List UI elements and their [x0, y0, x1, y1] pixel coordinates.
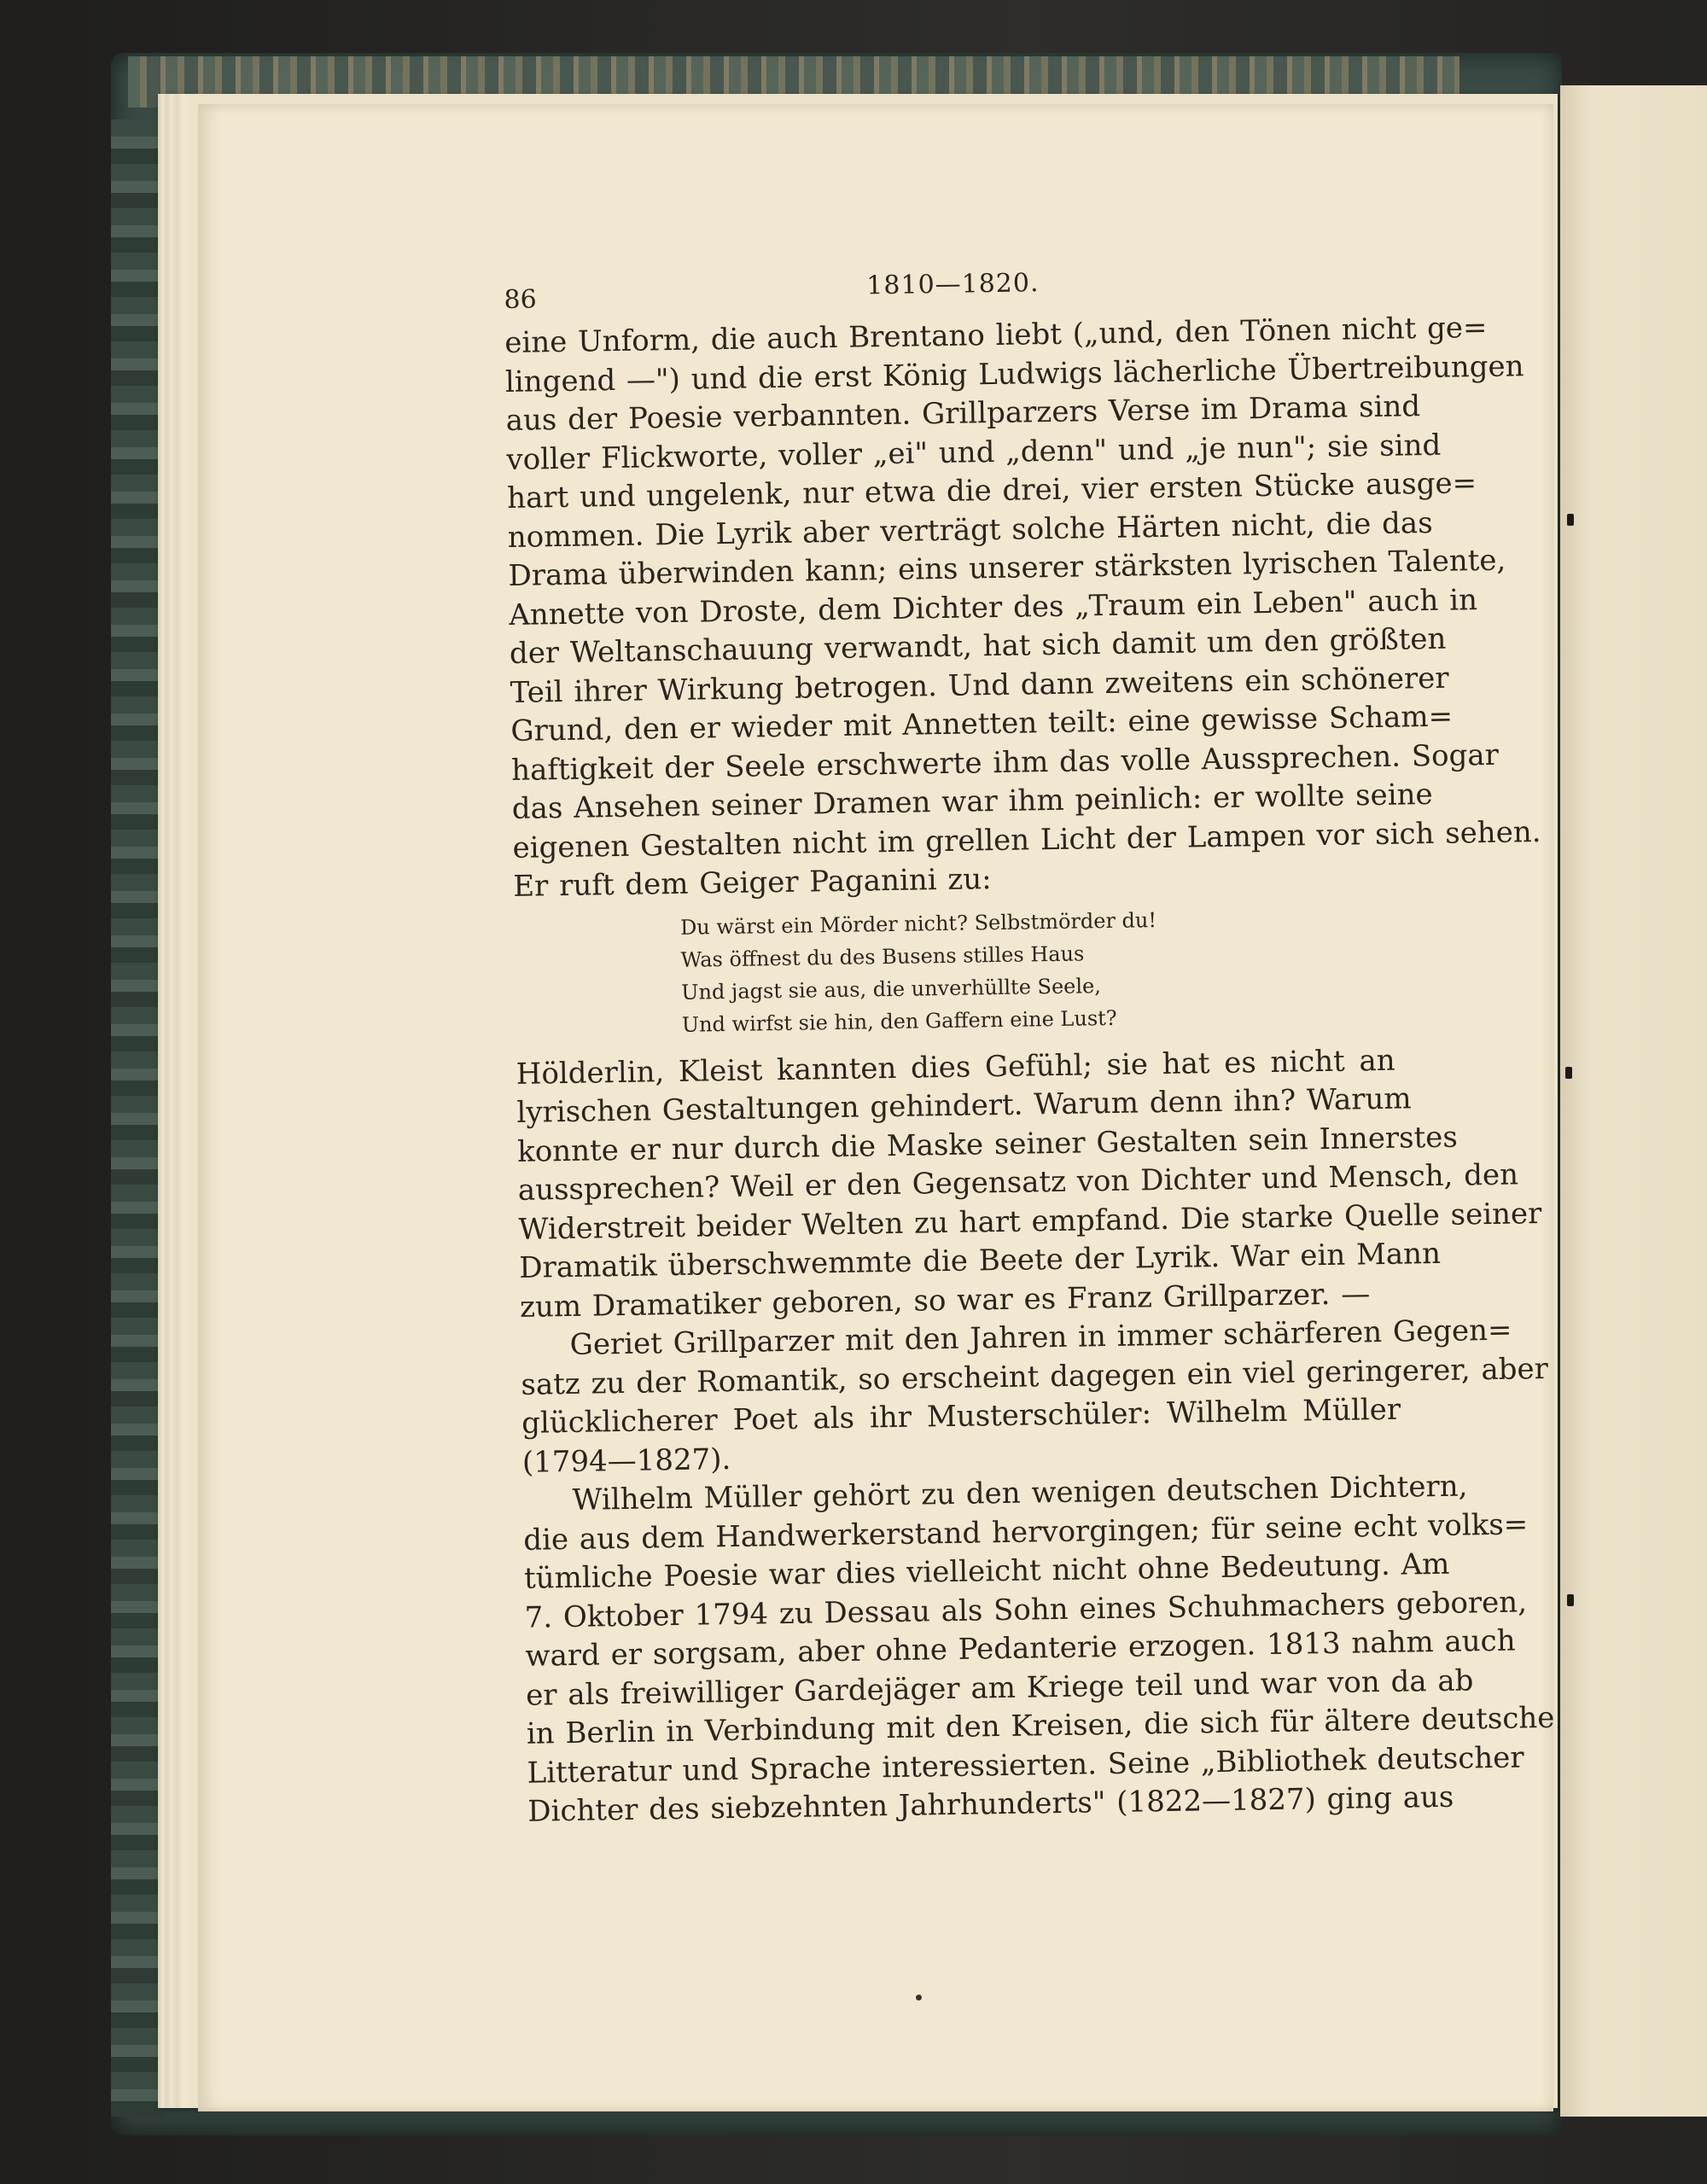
text-line: Litteratur und Sprache interessierten. Seine „Bibliothek deutscher	[527, 1739, 1524, 1791]
text-line: Geriet Grillparzer mit den Jahren in immer schärferen Gegen=	[569, 1313, 1512, 1362]
text-line: Grund, den er wieder mit Annetten teilt: eine gewisse Scham=	[510, 699, 1454, 748]
text-line: Dichter des siebzehnten Jahrhunderts" (1822—1827) ging aus	[527, 1779, 1454, 1829]
verse-quote	[680, 900, 1395, 1040]
text-line: er als freiwilliger Gardejäger am Kriege teil und war von da ab	[525, 1663, 1474, 1713]
text-line: Wilhelm Müller gehört zu den wenigen deutschen Dichtern,	[572, 1469, 1468, 1517]
paragraph	[504, 310, 1541, 907]
verse-line: Was öffnest du des Busens stilles Haus	[680, 941, 1085, 972]
verse-line: Und jagst sie aus, die unverhüllte Seele,	[681, 973, 1102, 1005]
paragraph	[522, 1469, 1555, 1832]
text-line: voller Flickworte, voller „ei" und „denn" und „je nun"; sie sind	[506, 428, 1442, 477]
margin-mark	[1567, 1594, 1574, 1606]
text-line: lingend —") und die erst König Ludwigs lächerliche Übertreibungen	[504, 348, 1524, 399]
text-line: glücklicherer Poet als ihr Musterschüler: Wilhelm Müller	[521, 1392, 1401, 1441]
margin-mark	[1565, 1067, 1572, 1079]
text-line: (1794—1827).	[521, 1441, 731, 1480]
text-line: zum Dramatiker geboren, so war es Franz Grillparzer. —	[519, 1276, 1371, 1325]
text-line: Er ruft dem Geiger Paganini zu:	[512, 862, 992, 904]
text-line: aussprechen? Weil er den Gegensatz von Dichter und Mensch, den	[517, 1157, 1519, 1208]
text-line: ward er sorgsam, aber ohne Pedanterie erzogen. 1813 nahm auch	[525, 1623, 1516, 1674]
text-line: Teil ihrer Wirkung betrogen. Und dann zweitens ein schönerer	[510, 661, 1449, 710]
paragraph	[516, 1041, 1542, 1327]
text-line: tümliche Poesie war dies vielleicht nicht ohne Bedeutung. Am	[523, 1546, 1450, 1596]
text-line: satz zu der Romantik, so erscheint dagegen ein viel geringerer, aber	[521, 1351, 1549, 1402]
text-line: in Berlin in Verbindung mit den Kreisen, die sich für ältere deutsche	[526, 1700, 1555, 1751]
text-line: Annette von Droste, dem Dichter des „Traum ein Leben" auch in	[508, 582, 1478, 632]
paragraph	[520, 1313, 1549, 1482]
facing-page-edge	[1560, 85, 1707, 2117]
text-line: 7. Oktober 1794 zu Dessau als Sohn eines Schuhmachers geboren,	[524, 1584, 1528, 1635]
text-line: nommen. Die Lyrik aber verträgt solche Härten nicht, die das	[507, 505, 1433, 555]
page-text	[504, 259, 1555, 1832]
text-line: Hölderlin, Kleist kannten dies Gefühl; sie hat es nicht an	[516, 1043, 1395, 1092]
verse-line: Du wärst ein Mörder nicht? Selbstmörder du!	[679, 907, 1157, 940]
page-number: 86	[504, 284, 537, 315]
text-line: der Weltanschauung verwandt, hat sich damit um den größten	[509, 621, 1447, 671]
margin-mark	[1567, 514, 1574, 526]
text-line: hart und ungelenk, nur etwa die drei, vier ersten Stücke ausge=	[506, 466, 1477, 515]
text-line: konnte er nur durch die Maske seiner Gestalten sein Innerstes	[516, 1120, 1459, 1169]
text-line: eine Unform, die auch Brentano liebt („und, den Tönen nicht ge=	[504, 310, 1488, 360]
verse-line: Und wirfst sie hin, den Gaffern eine Lust?	[681, 1005, 1117, 1037]
running-head: 1810—1820.	[866, 268, 1040, 301]
ink-dot	[916, 1995, 922, 2001]
book-spine	[111, 119, 162, 2117]
text-line: die aus dem Handwerkerstand hervorgingen; für seine echt volks=	[523, 1506, 1529, 1558]
text-line: das Ansehen seiner Dramen war ihm peinlich: er wollte seine	[511, 777, 1433, 826]
text-line: aus der Poesie verbannten. Grillparzers Verse im Drama sind	[505, 389, 1421, 438]
text-line: lyrischen Gestaltungen gehindert. Warum denn ihn? Warum	[516, 1081, 1412, 1130]
text-line: haftigkeit der Seele erschwerte ihm das volle Aussprechen. Sogar	[510, 737, 1500, 788]
text-line: Drama überwinden kann; eins unserer stärksten lyrischen Talente,	[508, 543, 1506, 593]
text-line: eigenen Gestalten nicht im grellen Licht der Lampen vor sich sehen.	[512, 814, 1541, 865]
text-line: Dramatik überschwemmte die Beete der Lyrik. War ein Mann	[519, 1236, 1442, 1285]
text-line: Widerstreit beider Welten zu hart empfand. Die starke Quelle seiner	[518, 1196, 1542, 1247]
